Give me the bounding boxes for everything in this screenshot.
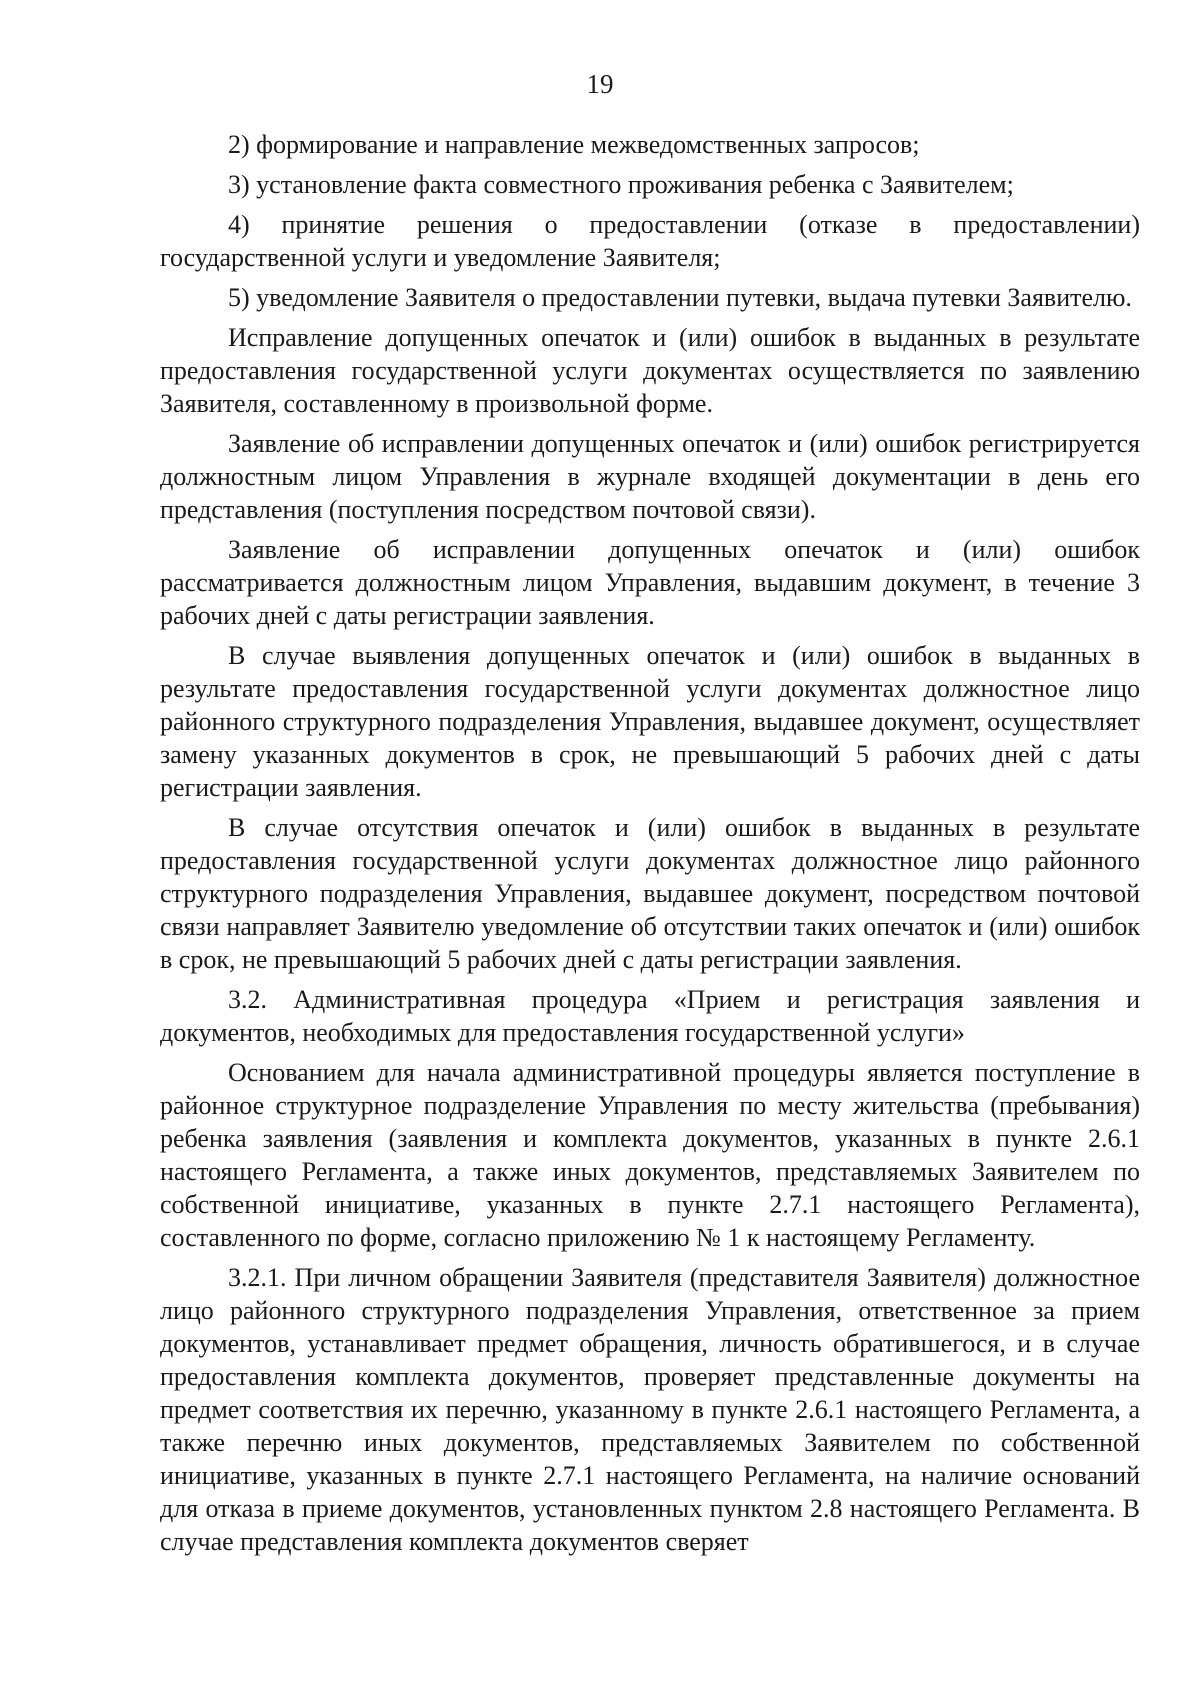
paragraph-application-review: Заявление об исправлении допущенных опечаток и (или) ошибок рассматривается должностным лицом Управления, выдавшим документ, в течение 3 рабочих дней с даты регистрации заявления. [160,535,1140,630]
list-item-4: 4) принятие решения о предоставлении (отказе в предоставлении) государственной услуги и уведомление Заявителя; [160,210,1140,272]
paragraph-no-errors: В случае отсутствия опечаток и (или) ошибок в выданных в результате предоставления государственной услуги документах должностное лицо районного структурного подразделения Управления, выдавшее документ, посредством почтовой связи направляет Заявителю уведомление об отсутствии таких опечаток и (или) ошибок в срок, не превышающий 5 рабочих дней с даты регистрации заявления. [160,813,1140,974]
list-item-2: 2) формирование и направление межведомственных запросов; [228,130,920,159]
paragraph-error-correction: Исправление допущенных опечаток и (или) ошибок в выданных в результате предоставления государственной услуги документах осуществляется по заявлению Заявителя, составленному в произвольной форме. [160,323,1140,418]
paragraph-application-registration: Заявление об исправлении допущенных опечаток и (или) ошибок регистрируется должностным лицом Управления в журнале входящей документации в день его представления (поступления посредством почтовой связи). [160,429,1140,524]
list-item-5: 5) уведомление Заявителя о предоставлении путевки, выдача путевки Заявителю. [228,283,1132,312]
page-number: 19 [586,69,614,99]
paragraph-procedure-basis: Основанием для начала административной процедуры является поступление в районное структурное подразделение Управления по месту жительства (пребывания) ребенка заявления (заявления и комплекта документов, указанных в пункте 2.6.1 настоящего Регламента, а также иных документов, представляемых Заявителем по собственной инициативе, указанных в пункте 2.7.1 настоящего Регламента), составленного по форме, согласно приложению № 1 к настоящему Регламенту. [160,1058,1140,1252]
document-body [160,128,1140,1558]
paragraph-3-2-1: 3.2.1. При личном обращении Заявителя (представителя Заявителя) должностное лицо районного структурного подразделения Управления, ответственное за прием документов, устанавливает предмет обращения, личность обратившегося, и в случае предоставления комплекта документов, проверяет представленные документы на предмет соответствия их перечню, указанному в пункте 2.6.1 настоящего Регламента, а также перечню иных документов, представляемых Заявителем по собственной инициативе, указанных в пункте 2.7.1 настоящего Регламента, на наличие оснований для отказа в приеме документов, установленных пунктом 2.8 настоящего Регламента. В случае представления комплекта документов сверяет [160,1263,1140,1556]
section-heading-3-2: 3.2. Административная процедура «Прием и регистрация заявления и документов, необходимых для предоставления государственной услуги» [160,985,1140,1047]
paragraph-errors-found: В случае выявления допущенных опечаток и (или) ошибок в выданных в результате предоставления государственной услуги документах должностное лицо районного структурного подразделения Управления, выдавшее документ, осуществляет замену указанных документов в срок, не превышающий 5 рабочих дней с даты регистрации заявления. [160,641,1140,802]
list-item-3: 3) установление факта совместного проживания ребенка с Заявителем; [228,170,1014,199]
